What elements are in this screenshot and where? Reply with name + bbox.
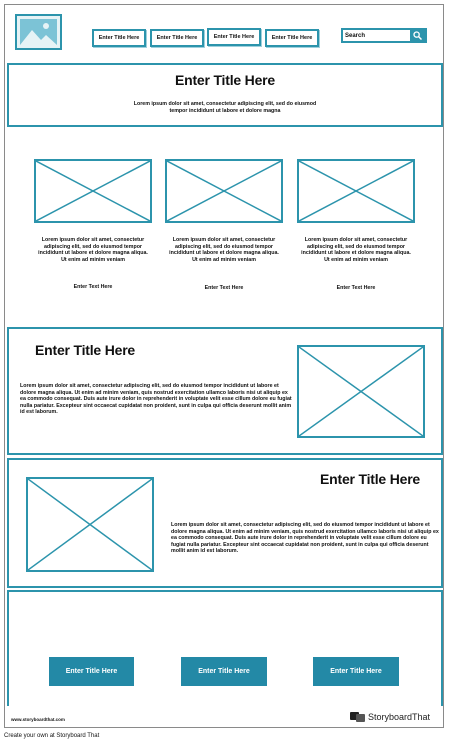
search-placeholder: Search xyxy=(345,32,366,39)
card-3-image-placeholder xyxy=(297,159,415,223)
footer-site[interactable]: www.storyboardthat.com xyxy=(11,717,65,722)
search-box[interactable] xyxy=(341,28,427,43)
brand-name: StoryboardThat xyxy=(368,712,431,722)
card-3-text: Lorem ipsum dolor sit amet, consectetur adipiscing elit, sed do eiusmod tempor incididunt ut labore et dolore magna aliqua. Ut enim ad minim veniam xyxy=(301,237,411,263)
nav-item-2[interactable]: Enter Title Here xyxy=(150,29,204,47)
card-3-link[interactable]: Enter Text Here xyxy=(336,285,376,291)
feature-2-text: Lorem ipsum dolor sit amet, consectetur adipiscing elit, sed do eiusmod tempor incididunt ut labore et dolore magna aliqua. Ut enim ad minim veniam, quis nostrud exercitation ullamco laboris nisi ut aliquip ex ea commodo consequat. Duis aute irure dolor in reprehenderit in voluptate velit esse cillum dolore eu fugiat nulla pariatur. Excepteur sint occaecat cupidatat non proident, sunt in culpa qui officia deserunt mollit anim id est laborum. xyxy=(171,522,439,555)
card-1-link[interactable]: Enter Text Here xyxy=(73,284,113,290)
search-icon[interactable] xyxy=(410,30,425,41)
nav-item-4[interactable]: Enter Title Here xyxy=(265,29,319,47)
nav-item-3[interactable]: Enter Title Here xyxy=(207,28,261,46)
card-1-text: Lorem ipsum dolor sit amet, consectetur adipiscing elit, sed do eiusmod tempor incididunt ut labore et dolore magna aliqua. Ut enim ad minim veniam xyxy=(38,237,148,263)
feature-1-text: Lorem ipsum dolor sit amet, consectetur adipiscing elit, sed do eiusmod tempor incididunt ut labore et dolore magna aliqua. Ut enim ad minim veniam, quis nostrud exercitation ullamco laboris nisi ut aliquip ex ea commodo consequat. Duis aute irure dolor in reprehenderit in voluptate velit esse cillum dolore eu fugiat nulla pariatur. Excepteur sint occaecat cupidatat non proident, sunt in culpa qui officia deserunt mollit anim id est laborum. xyxy=(20,383,292,416)
cta-button-3[interactable]: Enter Title Here xyxy=(313,657,399,686)
brand-logo[interactable] xyxy=(350,711,430,723)
card-2-text: Lorem ipsum dolor sit amet, consectetur adipiscing elit, sed do eiusmod tempor incididunt ut labore et dolore magna aliqua. Ut enim ad minim veniam xyxy=(169,237,279,263)
feature-2-title: Enter Title Here xyxy=(320,471,421,487)
nav-item-1[interactable]: Enter Title Here xyxy=(92,29,146,47)
hero-text: Lorem ipsum dolor sit amet, consectetur adipiscing elit, sed do eiusmod tempor incididunt ut labore et dolore magna xyxy=(133,101,317,114)
card-1-image-placeholder xyxy=(34,159,152,223)
cta-section xyxy=(7,590,443,706)
logo[interactable] xyxy=(15,14,62,50)
feature-2-image-placeholder xyxy=(26,477,154,572)
card-2-link[interactable]: Enter Text Here xyxy=(204,285,244,291)
card-2-image-placeholder xyxy=(165,159,283,223)
feature-1-image-placeholder xyxy=(297,345,425,438)
feature-1-title: Enter Title Here xyxy=(35,342,136,358)
hero-title: Enter Title Here xyxy=(174,72,276,88)
storyboard-icon xyxy=(350,711,366,723)
image-icon xyxy=(17,16,60,48)
cta-button-1[interactable]: Enter Title Here xyxy=(49,657,134,686)
cta-button-2[interactable]: Enter Title Here xyxy=(181,657,267,686)
credit-text[interactable]: Create your own at Storyboard That xyxy=(4,733,100,739)
